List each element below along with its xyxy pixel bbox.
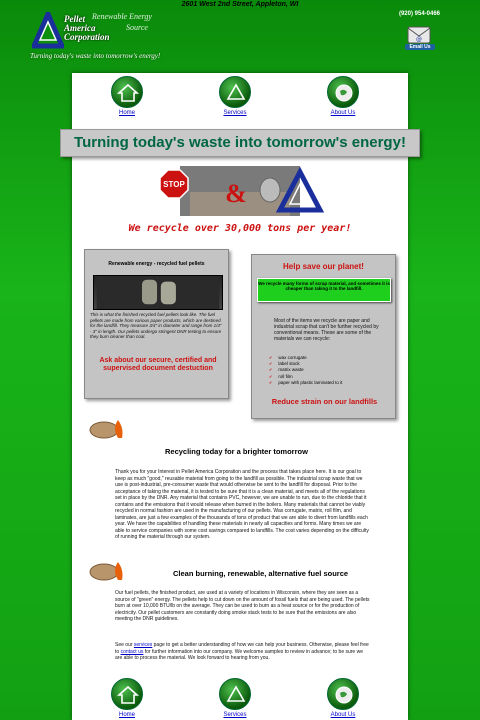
globe-icon[interactable]	[327, 678, 359, 710]
flame-pellet-icon	[88, 560, 128, 582]
recycle-icon[interactable]	[219, 76, 251, 108]
pellets-card-title: Renewable energy - recycled fuel pellets	[108, 261, 205, 267]
save-planet-title: Help save our planet!	[283, 262, 364, 271]
recycling-paragraph: Thank you for your Interest in Pellet America Corporation and the process that takes place here. It is our goal to keep as much "good," reusable material from going to the landfill as possible. The industrial scrap waste that we use is post-industrial, pre-consumer waste that would otherwise be sent to the landfill for disposal. Prior to the acceptance of taking the material, it is tested to be sure that it is a clean material, and meets all of the regulations set in place by the DNR. Any material that contains PVC, however, we are unable to run, due to the chloride that it contains and the emissions that it would release when burned in the boilers. Many materials that cannot be viably recycled in normal fashion are used in the manufacturing of our pellets. Wax corrugate, matrix, roll film, and laminates, are just a few examples of the thousands of tons of product that we are able to divert from landfills each year. We have the capabilities of handling these materials in nearly all capacities and forms. Many times we are able to service companies with some cost savings compared to landfills. The cost varies depending on the difficulty of running the material through our system.	[115, 469, 369, 540]
page-banner: Turning today's waste into tomorrow's energy!	[60, 129, 420, 157]
pellets-photo	[93, 275, 223, 310]
logo-side-text: Renewable Energy	[92, 12, 152, 21]
email-us-button[interactable]: Email Us	[405, 44, 435, 50]
bottom-nav-link-home[interactable]: Home	[118, 712, 135, 718]
company-logo[interactable]	[30, 10, 161, 66]
house-icon[interactable]	[111, 678, 143, 710]
list-item: ✔ paper with plastic laminated to it	[269, 380, 342, 386]
pellets-card	[84, 249, 229, 399]
nav-link-home[interactable]: Home	[118, 110, 135, 116]
contact-text: See our	[115, 642, 134, 648]
contact-text: page to get a better understanding of how we can help your business. Otherwise, please feel free to	[115, 642, 369, 655]
bottom-nav-item-services[interactable]	[205, 678, 265, 718]
logo-company-name	[64, 15, 110, 42]
section-heading-recycling: Recycling today for a brighter tomorrow	[165, 447, 308, 456]
globe-icon[interactable]	[327, 76, 359, 108]
contact-text: for further information into our company. We welcome samples to review in advance; to be sure we are able to process the material. We look forward to hearing from you.	[115, 648, 363, 661]
nav-item-about[interactable]	[313, 76, 373, 116]
list-item: ✔ roll film	[269, 374, 342, 380]
contact-paragraph	[115, 642, 370, 662]
bottom-nav-item-about[interactable]	[313, 678, 373, 718]
save-planet-card	[251, 254, 396, 419]
logo-name-line: Pellet	[64, 14, 85, 24]
nav-link-about[interactable]: About Us	[330, 110, 356, 116]
pellets-description: This is what the finished recycled fuel pellets look like. The fuel pellets are made from various paper products, which are destined for the landfill. They measure 3/4" in diameter and range from 1/4" - 3" in length. Our pellets undergo stringent DNR testing to ensure they burn cleaner than coal.	[90, 312, 222, 339]
nav-item-services[interactable]	[205, 76, 265, 116]
company-phone: (920) 954-0466	[398, 11, 440, 17]
bottom-nav-link-about[interactable]: About Us	[330, 712, 356, 718]
landfill-footer-text: Reduce strain on our landfills	[271, 397, 378, 406]
stop-sign-text: STOP	[163, 180, 185, 189]
hero-image	[150, 162, 330, 222]
house-icon[interactable]	[111, 76, 143, 108]
list-item: ✔ label stock	[269, 361, 342, 367]
bottom-nav	[72, 678, 408, 720]
svg-text:&: &	[225, 179, 247, 208]
nav-link-services[interactable]: Services	[223, 110, 247, 116]
recyclable-materials-list	[269, 355, 342, 386]
flame-pellet-icon	[88, 418, 128, 440]
recycle-triangle-icon	[32, 12, 64, 52]
recycle-icon[interactable]	[219, 678, 251, 710]
bottom-nav-item-home[interactable]	[97, 678, 157, 718]
recycle-tagline: We recycle over 30,000 tons per year!	[128, 223, 352, 234]
fuel-paragraph: Our fuel pellets, the finished product, are used at a variety of locations in Wisconsin, where they are seen as a source of "green" energy. The pellets help to cut down on the amount of fossil fuels that are being used. The pellets burn at over 10,000 BTU/lb on the average. They can be used to burn as a heat source or for the production of electricity. Our pellet customers are constantly doing smoke stack tests to be sure that the emissions are also meeting the DNR guidelines.	[115, 590, 370, 622]
document-destruction-text: Ask about our secure, certified and supervised document destuction	[99, 357, 217, 372]
bottom-nav-link-services[interactable]: Services	[223, 712, 247, 718]
list-item: ✔ matrix waste	[269, 367, 342, 373]
top-nav	[72, 73, 408, 121]
logo-name-line: America	[64, 23, 96, 33]
section-heading-fuel: Clean burning, renewable, alternative fuel source	[173, 569, 349, 578]
nav-item-home[interactable]	[97, 76, 157, 116]
services-link[interactable]: services	[133, 642, 153, 648]
recycle-notice-box: We recycle many forms of scrap material, and sometimes it is cheaper than taking it to the landfill.	[257, 278, 391, 302]
contact-us-link[interactable]: contact us	[120, 648, 144, 655]
svg-text:@: @	[416, 36, 422, 43]
recyclable-materials-intro: Most of the items we recycle are paper and industrial scrap that can't be further recycled by conventional means. These are some of the materials we can recycle:	[274, 318, 379, 342]
company-address: 2601 West 2nd Street, Appleton, WI	[181, 1, 299, 8]
list-item: ✔ wax corrugate	[269, 355, 342, 361]
site-header	[0, 0, 480, 70]
logo-tagline: Turning today's waste into tomorrow's energy!	[30, 52, 161, 60]
logo-side-text-2: Source	[126, 23, 148, 32]
logo-name-line: Corporation	[64, 32, 110, 42]
